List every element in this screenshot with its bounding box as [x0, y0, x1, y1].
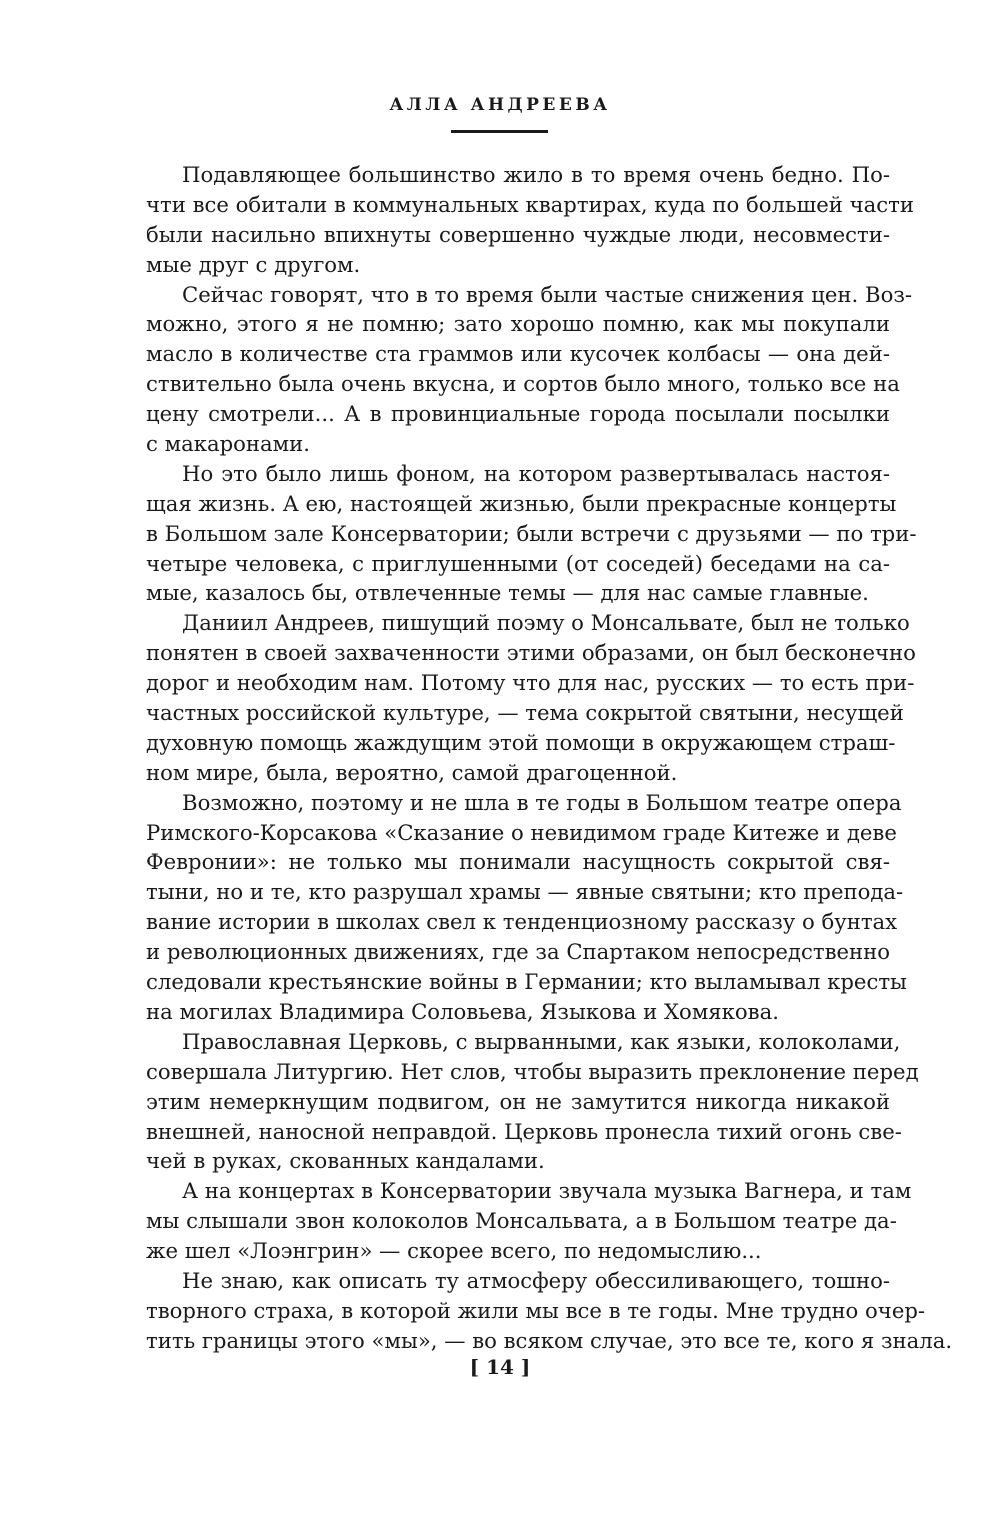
header-rule [451, 130, 548, 133]
text-line: чти все обитали в коммунальных квартирах, куда по большей части [146, 191, 914, 217]
text-line: Возможно, поэтому и не шла в те годы в Большом театре опера [182, 789, 902, 815]
text-line: тыни, но и те, кто разрушал храмы — явные святыни; кто препода- [146, 879, 904, 905]
paragraph [146, 280, 913, 459]
text-line: творного страха, в которой жили мы все в те годы. Мне трудно очер- [146, 1297, 926, 1323]
paragraph [146, 459, 917, 608]
body-text [146, 160, 953, 1356]
text-line: цену смотрели... А в провинциальные города посылали посылки [146, 401, 890, 427]
paragraph [146, 1027, 919, 1176]
text-line: духовную помощь жаждущим этой помощи в окружающем страш- [146, 729, 896, 755]
text-line: Сейчас говорят, что в то время были частые снижения цен. Воз- [182, 281, 913, 307]
text-line: вание истории в школах свел к тенденциозному рассказу о бунтах [146, 909, 898, 935]
text-line: на могилах Владимира Соловьева, Языкова и Хомякова. [146, 998, 779, 1024]
text-line: щая жизнь. А ею, настоящей жизнью, были прекрасные концерты [146, 490, 897, 516]
page-number: [ 14 ] [469, 1355, 531, 1379]
text-line: совершала Литургию. Нет слов, чтобы выразить преклонение перед [146, 1058, 919, 1084]
text-line: А на концертах в Консерватории звучала музыка Вагнера, и там [182, 1178, 912, 1204]
text-line: следовали крестьянские войны в Германии; кто выламывал кресты [146, 969, 907, 995]
paragraph [146, 160, 914, 280]
paragraph [146, 1176, 912, 1266]
text-line: ствительно была очень вкусна, и сортов было много, только все на [146, 371, 900, 397]
text-line: тить границы этого «мы», — во всяком случае, это все те, кого я знала. [146, 1327, 953, 1353]
text-line: частных российской культуре, — тема сокрытой святыни, несущей [146, 700, 904, 726]
paragraph [146, 788, 907, 1027]
text-line: понятен в своей захваченности этими образами, он был бесконечно [146, 640, 916, 666]
text-line: Подавляющее большинство жило в то время очень бедно. По- [182, 162, 890, 187]
text-line: мы слышали звон колоколов Монсальвата, а в Большом театре да- [146, 1208, 897, 1234]
paragraph [146, 608, 916, 787]
text-line: Февронии»: не только мы понимали насущность сокрытой свя- [146, 849, 890, 875]
text-line: с макаронами. [146, 431, 310, 457]
text-line: мые, казалось бы, отвлеченные темы — для нас самые главные. [146, 580, 869, 606]
text-line: Православная Церковь, с вырванными, как языки, колоколами, [182, 1028, 901, 1054]
text-line: масло в количестве ста граммов или кусочек колбасы — она дей- [146, 341, 890, 367]
text-line: этим немеркнущим подвигом, он не замутится никогда никакой [146, 1088, 890, 1114]
text-line: дорог и необходим нам. Потому что для нас, русских — то есть при- [146, 670, 915, 696]
text-line: четыре человека, с приглушенными (от соседей) беседами на са- [146, 550, 890, 576]
paragraph [146, 1266, 953, 1356]
text-line: можно, этого я не помню; зато хорошо помню, как мы покупали [146, 311, 890, 337]
text-line: Даниил Андреев, пишущий поэму о Монсальвате, был не только [182, 610, 910, 636]
text-line: были насильно впихнуты совершенно чуждые люди, несовмести- [146, 221, 890, 247]
text-line: мые друг с другом. [146, 251, 361, 277]
running-head-author: АЛЛА АНДРЕЕВА [389, 95, 611, 115]
text-line: чей в руках, скованных кандалами. [146, 1148, 545, 1174]
text-line: Римского-Корсакова «Сказание о невидимом граде Китеже и деве [146, 819, 897, 845]
text-line: в Большом зале Консерватории; были встречи с друзьями — по три- [146, 520, 917, 546]
text-line: и революционных движениях, где за Спартаком непосредственно [146, 939, 891, 965]
text-line: же шел «Лоэнгрин» — скорее всего, по недомыслию... [146, 1238, 762, 1264]
text-line: Но это было лишь фоном, на котором развертывалась настоя- [182, 460, 890, 486]
text-line: внешней, наносной неправдой. Церковь пронесла тихий огонь све- [146, 1118, 902, 1144]
text-line: ном мире, была, вероятно, самой драгоценной. [146, 759, 678, 785]
text-line: Не знаю, как описать ту атмосферу обессиливающего, тошно- [182, 1267, 890, 1293]
